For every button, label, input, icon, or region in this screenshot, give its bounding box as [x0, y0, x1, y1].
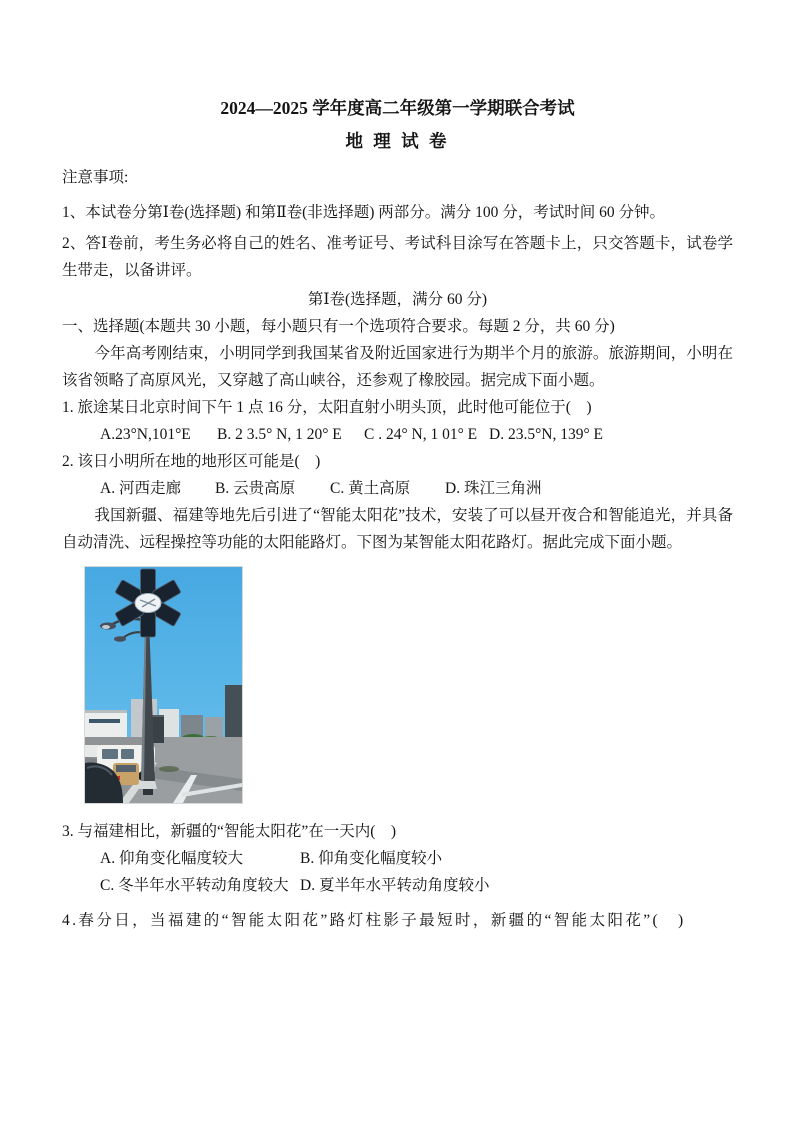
question-3-options-row-2	[100, 872, 733, 899]
notice-heading: 注意事项:	[62, 169, 129, 186]
question-4-stem: 4.春分日，当福建的“智能太阳花”路灯柱影子最短时，新疆的“智能太阳花”( )	[62, 912, 686, 929]
question-4	[62, 907, 733, 934]
smart-solar-flower-streetlamp-photo	[84, 566, 243, 804]
question-1-options	[100, 421, 733, 448]
page-subtitle: 地 理 试 卷	[345, 131, 450, 151]
section-1-header: 第Ⅰ卷(选择题，满分 60 分)	[307, 291, 488, 308]
question-3-option-b: B. 仰角变化幅度较小	[300, 850, 443, 867]
question-2-options	[100, 475, 733, 502]
question-1-option-c: C . 24° N, 1 01° E	[364, 426, 478, 443]
question-3-option-a: A. 仰角变化幅度较大	[100, 850, 243, 867]
question-2-option-d: D. 珠江三角洲	[445, 480, 542, 497]
question-1-stem: 1. 旅途某日北京时间下午 1 点 16 分，太阳直射小明头顶，此时他可能位于( )	[62, 399, 592, 416]
notice-item-1: 1、本试卷分第Ⅰ卷(选择题) 和第Ⅱ卷(非选择题) 两部分。满分 100 分，考试时间 60 分钟。	[62, 204, 666, 221]
notice-item-2: 2、答Ⅰ卷前，考生务必将自己的姓名、准考证号、考试科目涂写在答题卡上，只交答题卡，试卷学生带走，以备讲评。	[62, 235, 733, 279]
question-3-options-row-1	[100, 845, 733, 872]
question-2	[62, 448, 733, 502]
question-2-stem: 2. 该日小明所在地的地形区可能是( )	[62, 453, 321, 470]
page-title: 2024—2025 学年度高二年级第一学期联合考试	[220, 98, 575, 118]
question-2-option-c: C. 黄土高原	[330, 480, 411, 497]
passage-solar: 我国新疆、福建等地先后引进了“智能太阳花”技术，安装了可以昼开夜合和智能追光，并具备自动清洗、远程操控等功能的太阳能路灯。下图为某智能太阳花路灯。据此完成下面小题。	[62, 507, 733, 551]
question-2-option-a: A. 河西走廊	[100, 480, 181, 497]
question-1-option-b: B. 2 3.5° N, 1 20° E	[217, 426, 342, 443]
question-3-stem: 3. 与福建相比，新疆的“智能太阳花”在一天内( )	[62, 823, 397, 840]
question-1-option-d: D. 23.5°N, 139° E	[489, 426, 604, 443]
question-3-option-c: C. 冬半年水平转动角度较大	[100, 877, 289, 894]
question-1-option-a: A.23°N,101°E	[100, 426, 191, 443]
question-3-option-d: D. 夏半年水平转动角度较小	[300, 877, 490, 894]
section-1-instruction: 一、选择题(本题共 30 小题，每小题只有一个选项符合要求。每题 2 分，共 60 分)	[62, 318, 615, 335]
question-3	[62, 818, 733, 899]
passage-trip: 今年高考刚结束，小明同学到我国某省及附近国家进行为期半个月的旅游。旅游期间，小明在该省领略了高原风光，又穿越了高山峡谷，还参观了橡胶园。据完成下面小题。	[62, 345, 733, 389]
question-2-option-b: B. 云贵高原	[215, 480, 296, 497]
question-1	[62, 394, 733, 448]
